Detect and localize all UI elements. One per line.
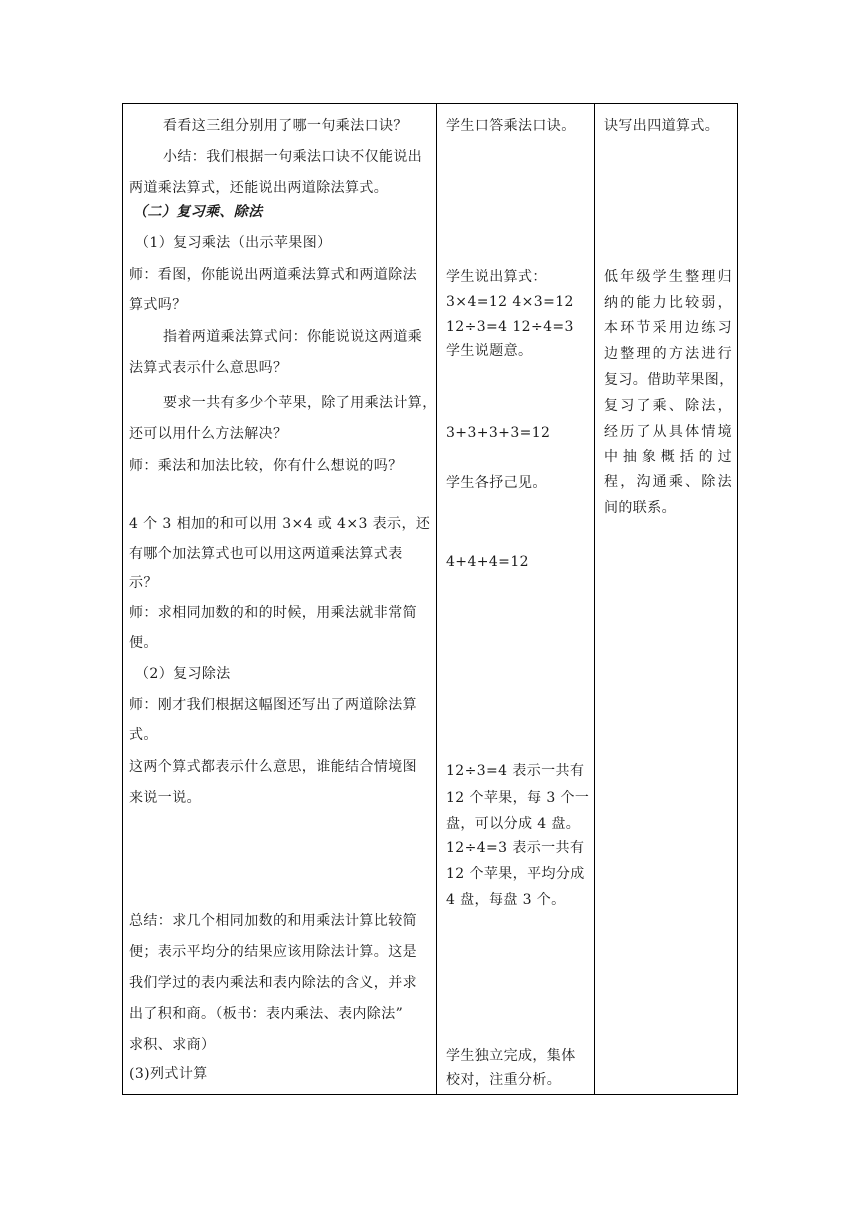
- text-line: 学生说题意。: [446, 343, 533, 359]
- text-line: 求积、求商）: [129, 1037, 216, 1053]
- text-line: 来说一说。: [129, 790, 201, 806]
- text-line: 小结：我们根据一句乘法口诀不仅能说出: [163, 149, 423, 165]
- text-line: 示？: [129, 575, 158, 591]
- subsection-heading: （1）复习乘法（出示苹果图）: [135, 235, 332, 251]
- equation-line: 12÷3=4 12÷4=3: [446, 319, 574, 335]
- equation-line: 3+3+3+3=12: [446, 425, 551, 441]
- text-line: 诀写出四道算式。: [604, 118, 720, 134]
- subsection-heading: （2）复习除法: [135, 666, 231, 682]
- design-intent-cell: [594, 104, 739, 1094]
- text-line: 学生口答乘法口诀。: [446, 118, 576, 134]
- text-line: 纳的能力比较弱，: [604, 295, 732, 311]
- text-line: 这两个算式都表示什么意思，谁能结合情境图: [129, 759, 417, 775]
- text-line: 程，沟通乘、除法: [604, 474, 732, 490]
- lesson-table: [122, 103, 738, 1095]
- text-line: 间的联系。: [604, 500, 676, 516]
- text-line: 4 个 3 相加的和可以用 3×4 或 4×3 表示，还: [129, 516, 431, 532]
- student-activity-cell: [436, 104, 594, 1094]
- text-line: 本环节采用边练习: [604, 320, 732, 336]
- text-line: 两道乘法算式，还能说出两道除法算式。: [129, 180, 389, 196]
- text-line: 要求一共有多少个苹果，除了用乘法计算，: [163, 395, 437, 411]
- text-line: 复习了乘、除法，: [604, 398, 732, 414]
- text-line: 经历了从具体情境: [604, 424, 732, 440]
- text-line: 出了积和商。（板书：表内乘法、表内除法”: [129, 1006, 404, 1022]
- text-line: 还可以用什么方法解决？: [129, 426, 288, 442]
- text-line: 边整理的方法进行: [604, 346, 732, 362]
- text-line: 12÷4=3 表示一共有: [446, 840, 585, 856]
- text-line: 我们学过的表内乘法和表内除法的含义，并求: [129, 975, 417, 991]
- equation-line: 4+4+4=12: [446, 554, 529, 570]
- text-line: 总结：求几个相同加数的和用乘法计算比较简: [129, 913, 417, 929]
- section-heading: （二）复习乘、除法: [133, 204, 263, 220]
- text-line: 式。: [129, 727, 158, 743]
- text-line: 指着两道乘法算式问：你能说说这两道乘: [163, 329, 423, 345]
- text-line: 便。: [129, 635, 158, 651]
- text-line: 师：求相同加数的和的时候，用乘法就非常简: [129, 605, 417, 621]
- text-line: 学生各抒己见。: [446, 475, 547, 491]
- text-line: 低年级学生整理归: [604, 269, 732, 285]
- text-line: 学生说出算式：: [446, 269, 547, 285]
- text-line: 复习。借助苹果图，: [604, 372, 734, 388]
- text-line: 便；表示平均分的结果应该用除法计算。这是: [129, 944, 417, 960]
- text-line: 师：乘法和加法比较，你有什么想说的吗？: [129, 458, 403, 474]
- text-line: 中抽象概括的过: [604, 449, 732, 465]
- text-line: 学生独立完成，集体: [446, 1048, 576, 1064]
- text-line: 盘，可以分成 4 盘。: [446, 816, 581, 832]
- text-line: 师：看图，你能说出两道乘法算式和两道除法: [129, 267, 417, 283]
- text-line: 有哪个加法算式也可以用这两道乘法算式表: [129, 546, 403, 562]
- teaching-process-cell: [123, 104, 436, 1094]
- equation-line: 3×4=12 4×3=12: [446, 294, 574, 310]
- text-line: 4 盘，每盘 3 个。: [446, 892, 566, 908]
- text-line: 12 个苹果，每 3 个一: [446, 790, 590, 806]
- text-line: 12 个苹果，平均分成: [446, 866, 585, 882]
- text-line: 算式吗？: [129, 297, 187, 313]
- text-line: 师：刚才我们根据这幅图还写出了两道除法算: [129, 697, 417, 713]
- text-line: 法算式表示什么意思吗？: [129, 360, 288, 376]
- text-line: 看看这三组分别用了哪一句乘法口诀？: [163, 118, 408, 134]
- text-line: 12÷3=4 表示一共有: [446, 763, 585, 779]
- text-line: (3)列式计算: [129, 1066, 208, 1082]
- text-line: 校对，注重分析。: [446, 1072, 562, 1088]
